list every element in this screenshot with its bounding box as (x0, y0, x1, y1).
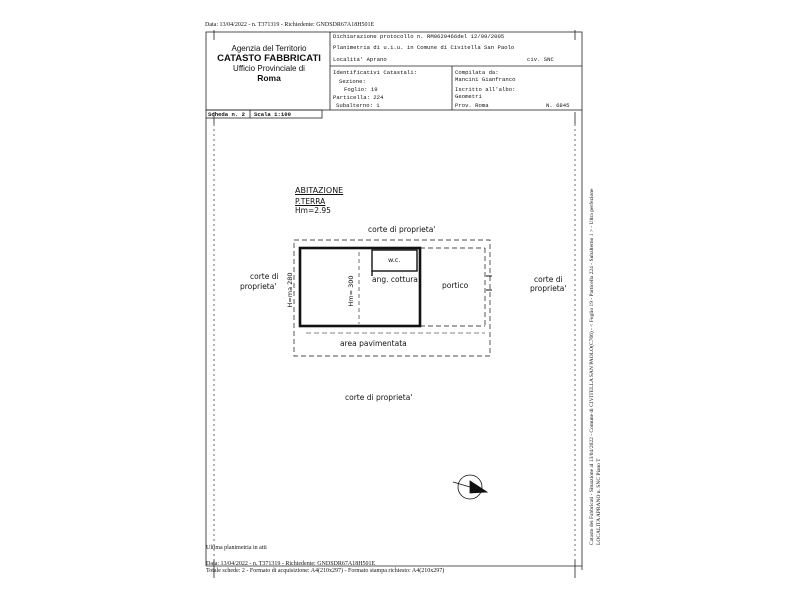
ultima-planimetria: Ultima planimetria in atti (206, 545, 267, 551)
subalterno: Subalterno: 1 (336, 102, 380, 109)
sezione: Sezione: (339, 78, 366, 85)
room-portico: portico (442, 281, 469, 290)
declaration-line: Dichiarazione protocollo n. RM0629466del 12/09/2005 (333, 33, 505, 40)
compilata-name: Mancini Gianfranco (455, 76, 516, 83)
agency-block (210, 44, 328, 83)
foglio: Foglio: 19 (344, 86, 378, 93)
top-header: Data: 13/04/2022 - n. T371319 - Richiedente: GNDSDR67A18H501E (205, 22, 375, 28)
particella: Particella: 224 (333, 94, 384, 101)
provincia: Prov. Roma (455, 102, 489, 109)
plan-height: Hm=2.95 (295, 206, 331, 215)
corte-top: corte di proprieta' (368, 225, 436, 234)
plan-floor: P.TERRA (295, 197, 326, 206)
room-ang-cottura: ang. cottura (372, 275, 418, 284)
province-name: Roma (257, 73, 281, 83)
footer-data: Data: 13/04/2022 - n. T371319 - Richiedente: GNDSDR67A18H501E (206, 561, 376, 567)
scala: Scala 1:100 (254, 111, 291, 118)
corte-right-2: proprieta' (530, 284, 567, 293)
identificativi-title: Identificativi Catastali: (333, 69, 417, 76)
height-left: H=ma 280 (286, 272, 294, 308)
corte-right-1: corte di (534, 275, 563, 284)
civico: civ. SNC (527, 56, 554, 63)
plan-title: ABITAZIONE (295, 186, 344, 195)
corte-left-1: corte di (250, 272, 279, 281)
numero-iscrizione: N. 6845 (546, 102, 570, 109)
catasto-title: CATASTO FABBRICATI (217, 53, 321, 64)
planimetria-line: Planimetria di u.i.u. in Comune di Civitella San Paolo (333, 44, 515, 51)
height-center: Hm= 300 (347, 275, 355, 307)
agency-name: Agenzia del Territorio (231, 44, 307, 53)
compilata-title: Compilata da: (455, 69, 499, 76)
area-pavimentata: area pavimentata (340, 339, 407, 348)
ufficio-label: Ufficio Provinciale di (233, 64, 305, 73)
iscritto-albo: Iscritto all'albo: (455, 86, 516, 93)
footer-totale: Totale schede: 2 - Formato di acquisizione: A4(210x297) - Formato stampa richiesto: A4(210x297) (206, 568, 445, 574)
north-arrow-icon (453, 475, 487, 499)
room-wc: w.c. (388, 256, 401, 264)
side-text-2: LOCALITA APRANO n. SNC Piano T (596, 458, 602, 545)
localita-line: Localita' Aprano (333, 56, 387, 63)
corte-left-2: proprieta' (240, 282, 277, 291)
scheda-number: Scheda n. 2 (208, 111, 245, 118)
side-text-1: Catasto dei Fabbricati - Situazione al 13/04/2022 - Comune di CIVITELLA SAN PAOLO(C766) - < Foglio 19 - Particella 224 - Subalterno 1 > - Ultra perfezione (589, 188, 595, 545)
albo: Geometri (455, 93, 482, 100)
corte-bottom: corte di proprieta' (345, 393, 413, 402)
